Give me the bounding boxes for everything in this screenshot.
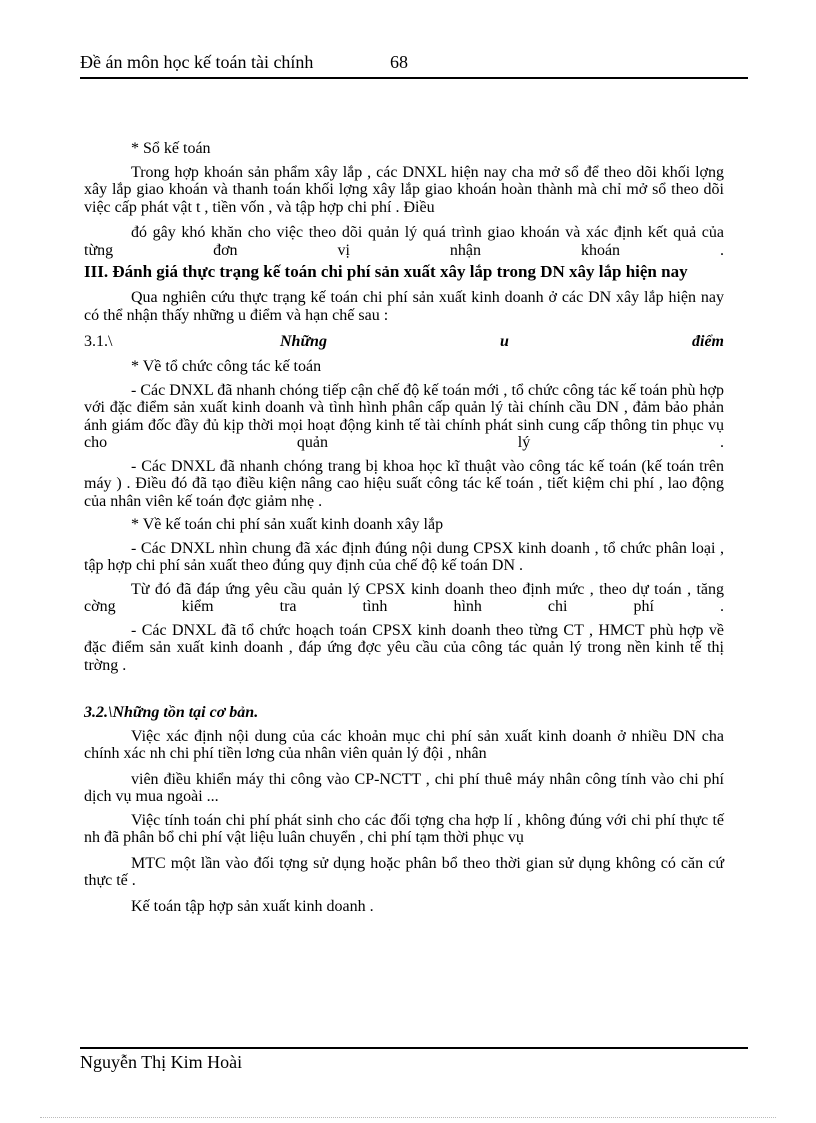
paragraph: Qua nghiên cứu thực trạng kế toán chi phí sản xuất kinh doanh ở các DN xây lắp hiện nay có thể nhận thấy những u điểm và hạn chế sau : [84, 289, 724, 324]
paragraph: MTC một lần vào đối tợng sử dụng hoặc phân bổ theo thời gian sử dụng không có căn cứ thực tế . [84, 854, 724, 889]
section-title-word: điểm [692, 333, 724, 350]
page-edge-dotted-line [40, 1117, 776, 1118]
section-title-word: Những [280, 333, 327, 350]
paragraph: Việc xác định nội dung của các khoản mục chi phí sản xuất kinh doanh ở nhiều DN cha chính xác nh chi phí tiền lơng của nhân viên quản lý đội , nhân [84, 727, 724, 762]
footer-author: Nguyễn Thị Kim Hoài [80, 1052, 243, 1072]
document-body [84, 140, 724, 915]
subheading: * Về kế toán chi phí sản xuất kinh doanh xây lắp [131, 516, 444, 533]
paragraph: Việc tính toán chi phí phát sinh cho các đối tợng cha hợp lí , không đúng với chi phí thực tế nh đã phân bổ chi phí vật liệu luân chuyển , chi phí tạm thời phục vụ [84, 811, 724, 846]
paragraph: - Các DNXL đã nhanh chóng tiếp cận chế độ kế toán mới , tổ chức công tác kế toán phù hợp với đặc điểm sản xuất kinh doanh và tình hình phân cấp quản lý tài chính cầu DN , đảm bảo phản ánh giám đốc đầy đủ kịp thời mọi hoạt động kinh tế tài chính phát sinh cung cấp thông tin phục vụ cho quản lý . [84, 381, 724, 451]
paragraph: - Các DNXL nhìn chung đã xác định đúng nội dung CPSX kinh doanh , tổ chức phân loại , tập hợp chi phí sản xuất theo đúng quy định của chế độ kế toán DN . [84, 539, 724, 574]
section-heading-3-2: 3.2.\Những tồn tại cơ bản. [84, 704, 259, 721]
section-heading-3-1 [84, 330, 724, 352]
header-rule [80, 77, 748, 79]
section-number: 3.1.\ [84, 333, 113, 350]
paragraph: viên điều khiển máy thi công vào CP-NCTT , chi phí thuê máy nhân công tính vào chi phí dịch vụ mua ngoài ... [84, 770, 724, 805]
paragraph: Trong hợp khoán sản phẩm xây lắp , các DNXL hiện nay cha mở sổ để theo dõi khối lợng xây lắp giao khoán và thanh toán khối lợng xây lắp giao khoán hoàn thành mà chỉ mở sổ theo dõi việc cấp phát vật t , tiền vốn , và tập hợp chi phí . Điều [84, 163, 724, 216]
paragraph: - Các DNXL đã tổ chức hoạch toán CPSX kinh doanh theo từng CT , HMCT phù hợp về đặc điểm sản xuất kinh doanh , đáp ứng đợc yêu cầu của công tác quản lý trong nền kinh tế thị trờng . [84, 621, 724, 674]
footer-rule [80, 1047, 748, 1049]
paragraph: Kế toán tập hợp sản xuất kinh doanh . [131, 897, 374, 915]
section-title-word: u [500, 333, 509, 350]
document-title: Đề án môn học kế toán tài chính [80, 52, 314, 72]
section-heading-iii: III. Đánh giá thực trạng kế toán chi phí sản xuất xây lắp trong DN xây lắp hiện nay [84, 262, 688, 281]
subheading-so-ke-toan: * Sổ kế toán [131, 140, 211, 157]
paragraph: đó gây khó khăn cho việc theo dõi quản lý quá trình giao khoán và xác định kết quả của từng đơn vị nhận khoán . [84, 224, 724, 259]
paragraph: Từ đó đã đáp ứng yêu cầu quản lý CPSX kinh doanh theo định mức , theo dự toán , tăng cờng kiểm tra tình hình chi phí . [84, 580, 724, 615]
paragraph: - Các DNXL đã nhanh chóng trang bị khoa học kĩ thuật vào công tác kế toán (kế toán trên máy ) . Điều đó đã tạo điều kiện nâng cao hiệu suất công tác kế toán , tiết kiệm chi phí , lao động của nhân viên kế toán đợc giảm nhẹ . [84, 457, 724, 510]
page-header [80, 52, 748, 76]
subheading: * Về tổ chức công tác kế toán [131, 358, 322, 375]
page-number: 68 [390, 52, 408, 72]
